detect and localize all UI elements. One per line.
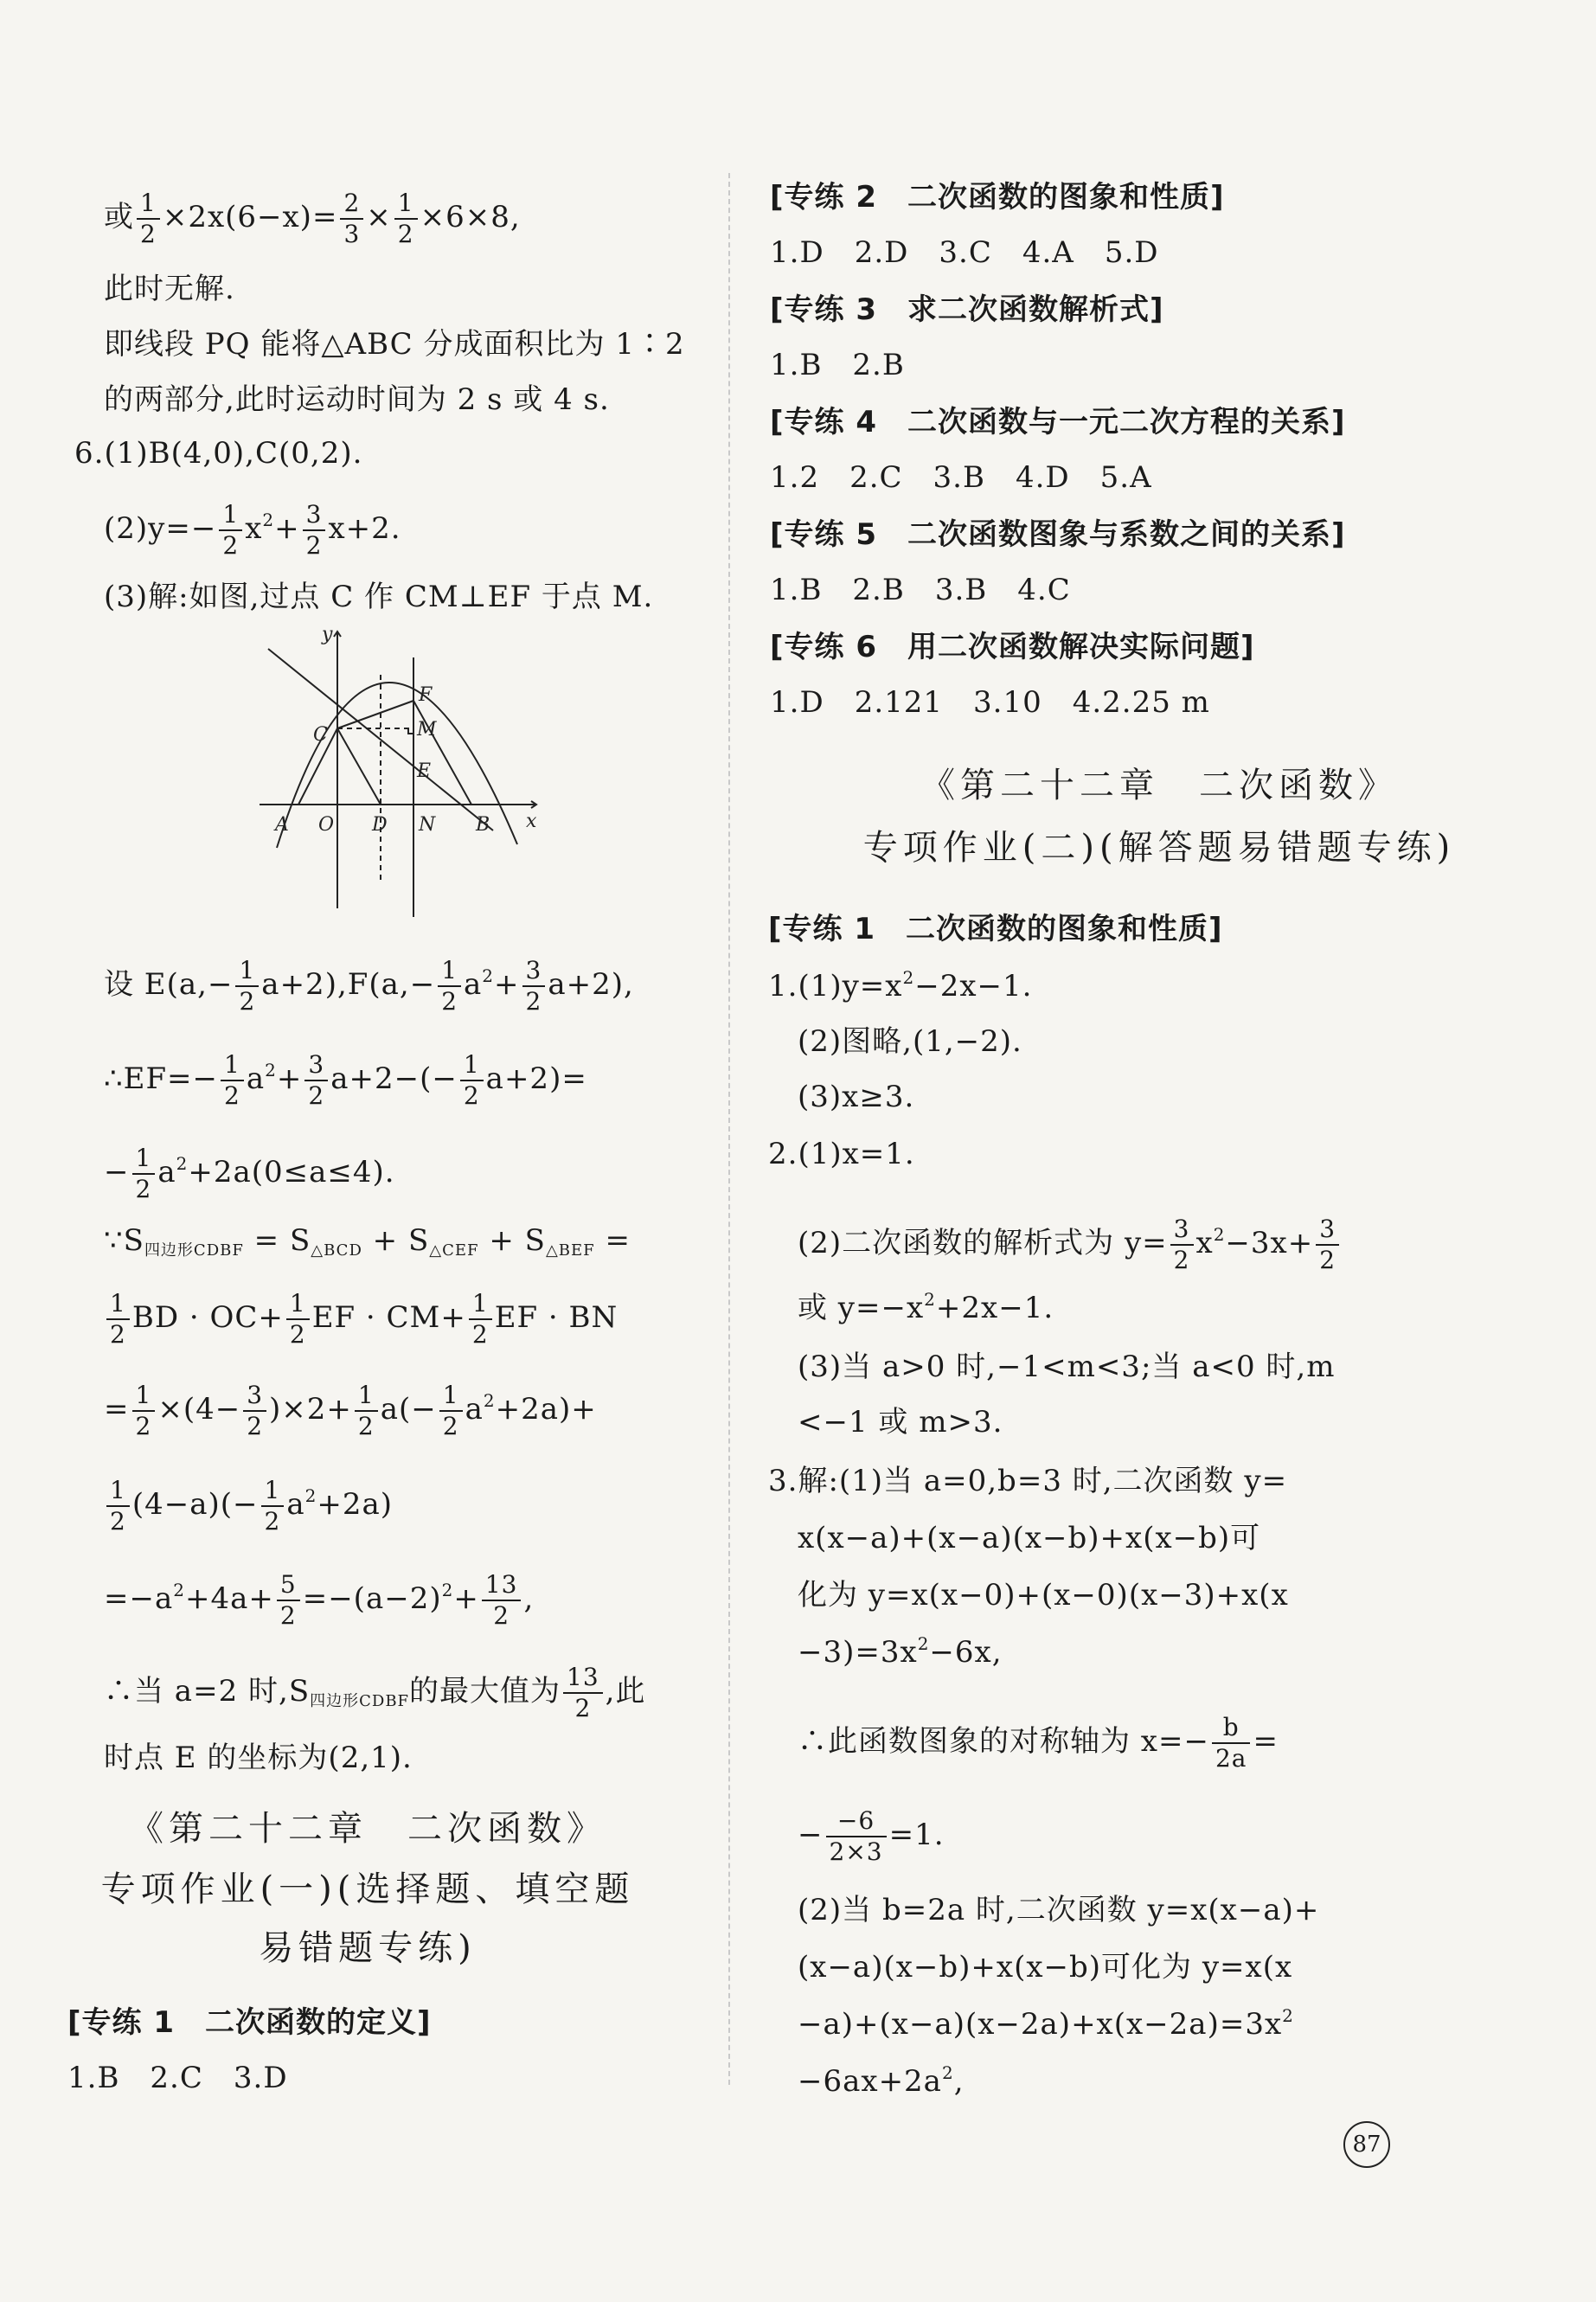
right-column	[735, 0, 1596, 2302]
fraction: $\frac{1}{2}$	[219, 500, 242, 561]
chapter-title: 《第二十二章 二次函数》	[129, 1809, 606, 1849]
section-heading: [专练 3 求二次函数解析式]	[770, 292, 1164, 327]
fraction: $\frac{1}{2}$	[460, 1050, 484, 1111]
section-heading: [专练 6 用二次函数解决实际问题]	[770, 630, 1255, 664]
text-line: $\because S_{四边形CDBF} = S_{\triangle BCD} + S_{\triangle CEF} + S_{\triangle BEF}$ =	[104, 1223, 631, 1260]
answer-line: 1.B 2.B 3.B 4.C	[770, 573, 1071, 607]
text-line: 6.(1)B(4,0),C(0,2).	[74, 436, 363, 471]
section-heading: [专练 2 二次函数的图象和性质]	[770, 180, 1225, 215]
fraction: $\frac{3}{2}$	[303, 500, 326, 561]
fraction: $\frac{1}{2}$	[132, 1381, 156, 1441]
text-line: 化为 y=x(x−0)+(x−0)(x−3)+x(x	[798, 1578, 1289, 1613]
text-line: 时点 E 的坐标为(2,1).	[104, 1741, 413, 1775]
label-f: F	[419, 684, 433, 706]
text-line: = $\frac{1}{2}$ ×(4− $\frac{3}{2}$ )×2+ $\frac{1}{2}$ a(− $\frac{1}{2}$ $a^2+2a)+$	[104, 1381, 597, 1440]
fraction: $\frac{1}{2}$	[235, 956, 259, 1016]
left-column	[0, 0, 735, 2302]
text-line: (x−a)(x−b)+x(x−b)可化为 y=x(x	[798, 1950, 1293, 1985]
answer-line: 1.B 2.B	[770, 348, 905, 382]
text-line: 3.解:(1)当 a=0,b=3 时,二次函数 y=	[768, 1464, 1288, 1498]
text-line: (3)解:如图,过点 C 作 CM⊥EF 于点 M.	[104, 580, 654, 614]
text-line: $-a)+(x-a)(x-2a)+x(x-2a)=3x^2$	[798, 2005, 1294, 2042]
fraction: $\frac{5}{2}$	[277, 1570, 300, 1631]
text-line: (3)x≥3.	[798, 1080, 915, 1114]
column-divider	[728, 173, 730, 2085]
label-x: x	[526, 811, 537, 832]
label-a: A	[275, 814, 289, 836]
text-line: ∴EF=− $\frac{1}{2}$ $a^2+$ $\frac{3}{2}$ a+2−(− $\frac{1}{2}$ a+2)=	[104, 1050, 587, 1110]
fraction: $\frac{1}{2}$	[355, 1381, 378, 1441]
text-line: (3)当 a>0 时,−1<m<3;当 a<0 时,m	[798, 1350, 1336, 1384]
text-line: ∴此函数图象的对称轴为 x=− $\frac{b}{2a}$ =	[798, 1713, 1279, 1773]
text-line: $\frac{1}{2}$ (4−a)(− $\frac{1}{2}$ $a^2+2a$)	[104, 1476, 393, 1536]
fraction: $\frac{1}{2}$	[132, 1144, 156, 1204]
page-number: 87	[1343, 2121, 1390, 2168]
label-b: B	[476, 814, 490, 836]
chapter-title: 《第二十二章 二次函数》	[920, 766, 1398, 805]
fraction: $\frac{3}{2}$	[1316, 1215, 1339, 1275]
fraction: $\frac{1}{2}$	[221, 1050, 244, 1111]
fraction: $\frac{2}{3}$	[340, 189, 363, 249]
fraction: $\frac{1}{2}$	[469, 1289, 492, 1350]
label-e: E	[417, 760, 432, 782]
answer-line: 1.D 2.D 3.C 4.A 5.D	[770, 235, 1159, 270]
fraction: $\frac{1}{2}$	[438, 956, 461, 1016]
text-line: ∴当 a=2 时$,S_{四边形CDBF}$的最大值为 $\frac{13}{2}$ ,此	[104, 1663, 646, 1722]
section-title: 专项作业(二)(解答题易错题专练)	[862, 828, 1456, 868]
label-d: D	[372, 814, 388, 836]
fraction: $\frac{3}{2}$	[243, 1381, 266, 1441]
section-heading: [专练 1 二次函数的定义]	[67, 2005, 432, 2040]
fraction: $\frac{1}{2}$	[106, 1289, 130, 1350]
fraction: $\frac{1}{2}$	[106, 1476, 130, 1536]
answer-line: 1.B 2.C 3.D	[67, 2061, 288, 2095]
section-heading: [专练 1 二次函数的图象和性质]	[768, 912, 1223, 946]
line-cd	[337, 728, 381, 805]
label-n: N	[419, 814, 436, 836]
fraction: $\frac{3}{2}$	[304, 1050, 328, 1111]
fraction: $\frac{-6}{2\times 3}$	[826, 1806, 887, 1867]
text-line: 或 $\frac{1}{2}$ ×2x(6−x)= $\frac{2}{3}$ × $\frac{1}{2}$ ×6×8,	[104, 189, 521, 248]
answer-line: 1.2 2.C 3.B 4.D 5.A	[770, 460, 1152, 495]
fraction: $\frac{3}{2}$	[522, 956, 546, 1016]
text-line: $-3)=3x^2-6x$,	[798, 1633, 1003, 1670]
text-line: $\frac{1}{2}$ BD · OC+ $\frac{1}{2}$ EF · CM+ $\frac{1}{2}$ EF · BN	[104, 1289, 618, 1350]
text-line: 的两部分,此时运动时间为 2 s 或 4 s.	[104, 382, 610, 417]
section-title: 专项作业(一)(选择题、填空题	[100, 1869, 635, 1909]
text-line: (2)二次函数的解析式为 y= $\frac{3}{2}$ $x^2-3x+$ $\frac{3}{2}$	[798, 1215, 1342, 1275]
text-line: x(x−a)+(x−a)(x−b)+x(x−b)可	[798, 1521, 1261, 1555]
text-line: (2)y=− $\frac{1}{2}$ $x^2+$ $\frac{3}{2}$ x+2.	[104, 500, 401, 560]
text-line: 2.(1)x=1.	[768, 1137, 915, 1171]
label-o: O	[318, 814, 335, 836]
text-line: 即线段 PQ 能将△ABC 分成面积比为 1∶2	[104, 327, 685, 362]
text-line: − $\frac{-6}{2\times 3}$ =1.	[798, 1806, 945, 1866]
text-line: $1.(1)y=x^2-2x-1$.	[768, 967, 1033, 1004]
parabola-figure	[260, 623, 545, 917]
fraction: $\frac{1}{2}$	[286, 1289, 310, 1350]
text-line: 此时无解.	[104, 272, 235, 306]
text-line: <−1 或 m>3.	[798, 1405, 1003, 1440]
fraction: $\frac{b}{2a}$	[1212, 1713, 1251, 1773]
text-line: 设 E(a,− $\frac{1}{2}$ a+2),F(a,− $\frac{1}{2}$ $a^2+$ $\frac{3}{2}$ a+2),	[104, 956, 634, 1016]
answer-line: 1.D 2.121 3.10 4.2.25 m	[770, 685, 1210, 720]
fraction: $\frac{1}{2}$	[261, 1476, 285, 1536]
label-m: M	[417, 719, 437, 741]
text-line: 或 $y=-x^2+2x-1$.	[798, 1289, 1054, 1325]
label-y: y	[322, 624, 333, 645]
fraction: $\frac{1}{2}$	[439, 1381, 463, 1441]
text-line: (2)图略,(1,−2).	[798, 1024, 1022, 1059]
section-heading: [专练 4 二次函数与一元二次方程的关系]	[770, 405, 1346, 439]
fraction: $\frac{1}{2}$	[137, 189, 160, 249]
section-heading: [专练 5 二次函数图象与系数之间的关系]	[770, 517, 1346, 552]
text-line: (2)当 b=2a 时,二次函数 y=x(x−a)+	[798, 1893, 1320, 1927]
fraction: $\frac{3}{2}$	[1170, 1215, 1194, 1275]
text-line: $-6ax+2a^2$,	[798, 2062, 965, 2099]
fraction: $\frac{13}{2}$	[482, 1570, 522, 1631]
fraction: $\frac{1}{2}$	[394, 189, 418, 249]
text-line: − $\frac{1}{2}$ $a^2+2a(0\le a\le 4)$.	[104, 1144, 395, 1203]
text-line: $=-a^2+4a+$ $\frac{5}{2}$ $=-(a-2)^2+$ $\frac{13}{2}$ ,	[104, 1570, 535, 1630]
section-title: 易错题专练)	[259, 1928, 477, 1968]
fraction: $\frac{13}{2}$	[563, 1663, 603, 1723]
label-c: C	[313, 724, 328, 746]
